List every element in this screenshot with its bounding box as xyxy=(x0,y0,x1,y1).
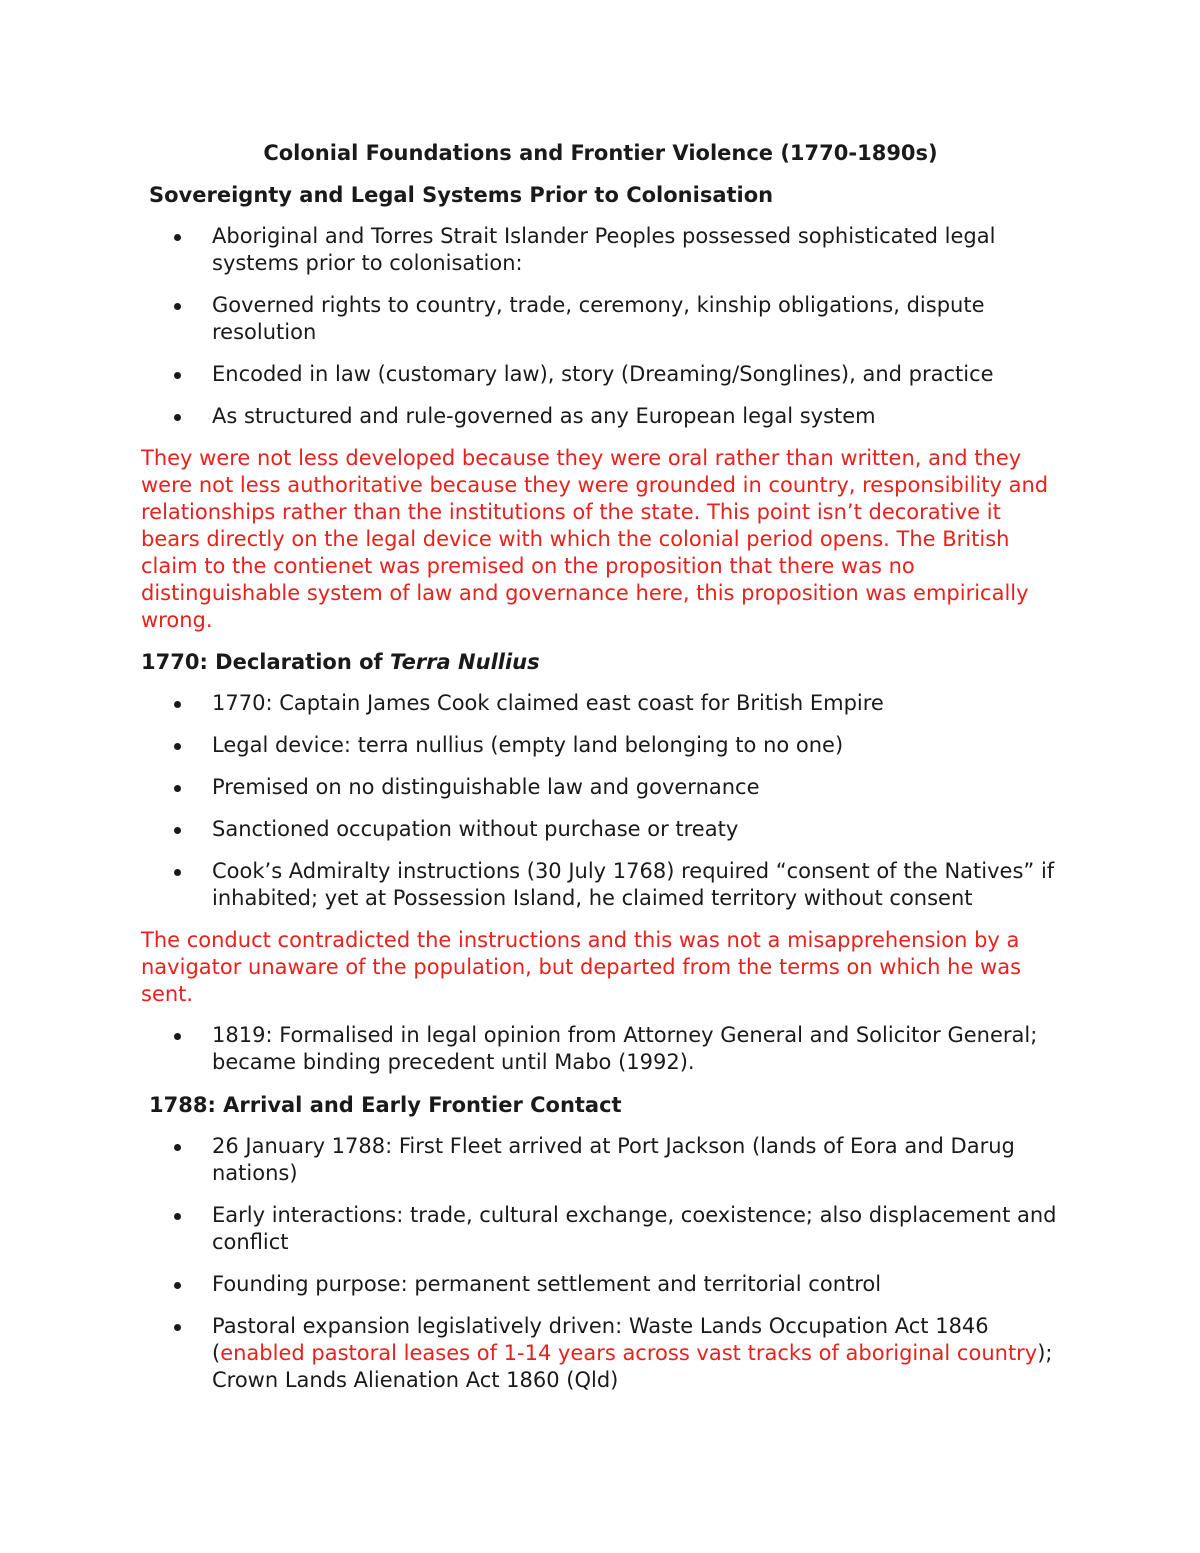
list-item-text: Premised on no distinguishable law and governance xyxy=(212,775,760,799)
list-item-text: Founding purpose: permanent settlement and territorial control xyxy=(212,1272,882,1296)
list-item xyxy=(141,1133,1060,1187)
bullet-icon xyxy=(174,785,181,792)
list-item-text-red: enabled pastoral leases of 1-14 years across vast tracks of aboriginal country xyxy=(220,1341,1038,1365)
commentary-paragraph: They were not less developed because they were oral rather than written, and they were not less authoritative because they were grounded in country, responsibility and relationships rather than the institutions of the state. This point isn’t decorative it bears directly on the legal device with which the colonial period opens. The British claim to the contienet was premised on the proposition that there was no distinguishable system of law and governance here, this proposition was empirically wrong. xyxy=(141,446,1049,632)
list-item-text: Encoded in law (customary law), story (Dreaming/Songlines), and practice xyxy=(212,362,994,386)
list-item-text: Aboriginal and Torres Strait Islander Peoples possessed sophisticated legal systems prior to colonisation: xyxy=(212,224,996,275)
bullet-icon xyxy=(174,1144,181,1151)
bullet-icon xyxy=(174,1033,181,1040)
bullet-icon xyxy=(174,1213,181,1220)
bullet-list-terra-nullius xyxy=(141,690,1060,912)
document-title: Colonial Foundations and Frontier Violence (1770-1890s) xyxy=(263,141,938,165)
bullet-icon xyxy=(174,701,181,708)
list-item xyxy=(141,732,1060,759)
bullet-icon xyxy=(174,743,181,750)
bullet-list-precedent xyxy=(141,1022,1060,1076)
section-heading-arrival: 1788: Arrival and Early Frontier Contact xyxy=(149,1093,622,1117)
bullet-icon xyxy=(174,414,181,421)
bullet-icon xyxy=(174,372,181,379)
bullet-icon xyxy=(174,303,181,310)
list-item xyxy=(141,690,1060,717)
list-item xyxy=(141,858,1060,912)
list-item-text: As structured and rule-governed as any European legal system xyxy=(212,404,876,428)
list-item xyxy=(141,816,1060,843)
section-heading-terra-nullius xyxy=(141,648,1060,676)
bullet-list-arrival xyxy=(141,1133,1060,1394)
list-item-text: 26 January 1788: First Fleet arrived at Port Jackson (lands of Eora and Darug nations) xyxy=(212,1134,1015,1185)
heading-italic: Terra Nullius xyxy=(389,650,540,674)
list-item xyxy=(141,403,1060,430)
section-heading-sovereignty: Sovereignty and Legal Systems Prior to Colonisation xyxy=(149,183,774,207)
list-item-text: Sanctioned occupation without purchase or treaty xyxy=(212,817,739,841)
bullet-list-sovereignty xyxy=(141,223,1060,430)
bullet-icon xyxy=(174,234,181,241)
list-item-text: Cook’s Admiralty instructions (30 July 1768) required “consent of the Natives” if inhabited; yet at Possession Island, he claimed territory without consent xyxy=(212,859,1055,910)
list-item xyxy=(141,774,1060,801)
list-item xyxy=(141,292,1060,346)
list-item-text: Governed rights to country, trade, ceremony, kinship obligations, dispute resolution xyxy=(212,293,985,344)
bullet-icon xyxy=(174,869,181,876)
bullet-icon xyxy=(174,827,181,834)
list-item-text-after: ); Crown Lands Alienation Act 1860 (Qld) xyxy=(212,1341,1053,1392)
list-item-text-before: Pastoral expansion legislatively driven: Waste Lands Occupation Act 1846 ( xyxy=(212,1314,989,1365)
heading-prefix: 1770: Declaration of xyxy=(141,650,390,674)
list-item-text: Early interactions: trade, cultural exchange, coexistence; also displacement and conflict xyxy=(212,1203,1057,1254)
list-item xyxy=(141,1313,1060,1394)
list-item xyxy=(141,1202,1060,1256)
bullet-icon xyxy=(174,1282,181,1289)
list-item-text: 1770: Captain James Cook claimed east coast for British Empire xyxy=(212,691,884,715)
commentary-paragraph: The conduct contradicted the instructions and this was not a misapprehension by a navigator unaware of the population, but departed from the terms on which he was sent. xyxy=(141,928,1022,1006)
list-item xyxy=(141,361,1060,388)
list-item-text: 1819: Formalised in legal opinion from Attorney General and Solicitor General; became binding precedent until Mabo (1992). xyxy=(212,1023,1038,1074)
list-item xyxy=(141,1022,1060,1076)
list-item-text: Legal device: terra nullius (empty land belonging to no one) xyxy=(212,733,844,757)
list-item xyxy=(141,223,1060,277)
bullet-icon xyxy=(174,1324,181,1331)
list-item xyxy=(141,1271,1060,1298)
